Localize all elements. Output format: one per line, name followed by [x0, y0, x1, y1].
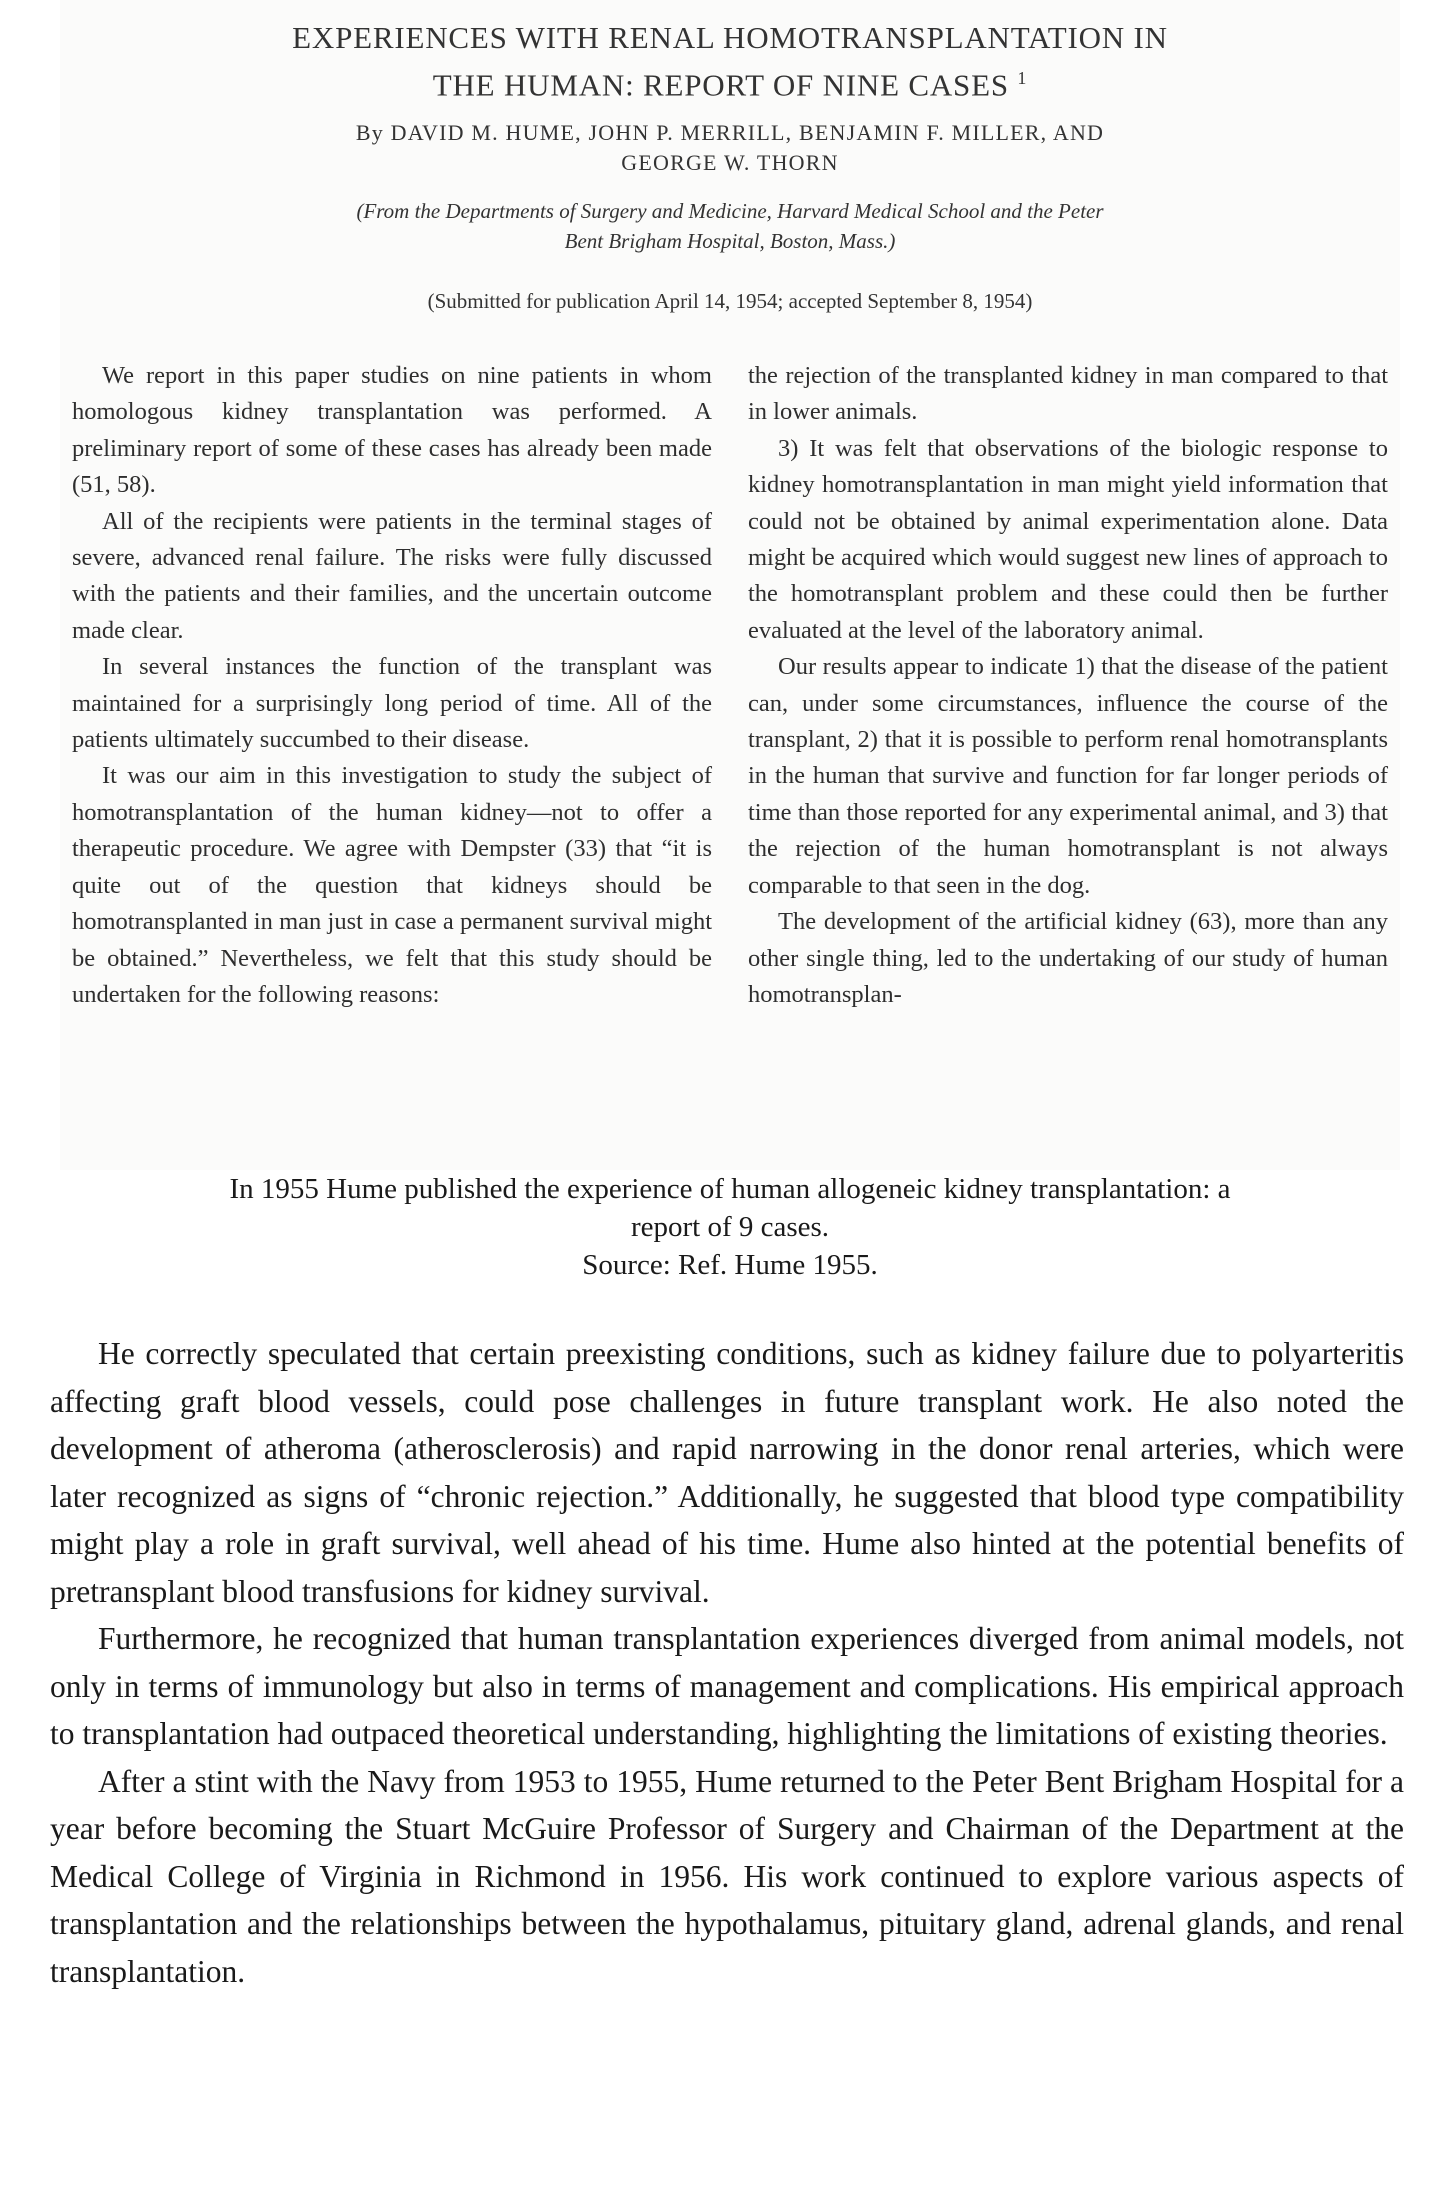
left-column-paragraph: All of the recipients were patients in the terminal stages of severe, advanced renal failure. The risks were fully discussed with the patients and their families, and the uncertain outcome made clear.: [72, 507, 712, 644]
right-column-paragraph: Our results appear to indicate 1) that the disease of the patient can, under some circumstances, influence the course of the transplant, 2) that it is possible to perform renal homotransplants in the human that survive and function for far longer periods of time than those reported for any experimental animal, and 3) that the rejection of the human homotransplant is not always comparable to that seen in the dog.: [748, 653, 1388, 899]
caption-source: Source: Ref. Hume 1955.: [582, 1249, 878, 1281]
affiliation-line-2: Bent Brigham Hospital, Boston, Mass.): [564, 229, 896, 253]
right-column-paragraph: 3) It was felt that observations of the biologic response to kidney homotransplantation in man might yield information that could not be obtained by animal experimentation alone. Data might be acquired which would suggest new lines of approach to the homotransplant problem and these could then be further evaluated at the level of the laboratory animal.: [748, 434, 1388, 644]
affiliation-line-1: (From the Departments of Surgery and Medicine, Harvard Medical School and the Peter: [356, 199, 1104, 223]
right-column-paragraph: the rejection of the transplanted kidney in man compared to that in lower animals.: [748, 362, 1388, 426]
right-column-paragraph: The development of the artificial kidney (63), more than any other single thing, led to the undertaking of our study of human homotransplan-: [748, 908, 1388, 1008]
title-footnote-marker: 1: [1017, 68, 1028, 88]
article-right-column: [748, 358, 1388, 1013]
left-column-paragraph: We report in this paper studies on nine patients in whom homologous kidney transplantation was performed. A preliminary report of some of these cases has already been made (51, 58).: [72, 362, 712, 499]
body-paragraph: Furthermore, he recognized that human transplantation experiences diverged from animal models, not only in terms of immunology but also in terms of management and complications. His empirical approach to transplantation had outpaced theoretical understanding, highlighting the limitations of existing theories.: [50, 1621, 1404, 1751]
caption-line-1: In 1955 Hume published the experience of human allogeneic kidney transplantation: a: [229, 1173, 1231, 1205]
authors-line-1: By DAVID M. HUME, JOHN P. MERRILL, BENJAMIN F. MILLER, AND: [355, 120, 1105, 145]
article-scan-figure: [60, 0, 1400, 1170]
article-title-line-2-text: THE HUMAN: REPORT OF NINE CASES: [432, 67, 1009, 103]
left-column-paragraph: In several instances the function of the transplant was maintained for a surprisingly long period of time. All of the patients ultimately succumbed to their disease.: [72, 653, 712, 754]
figure-caption: [60, 1170, 1400, 1284]
body-paragraph: After a stint with the Navy from 1953 to 1955, Hume returned to the Peter Bent Brigham Hospital for a year before becoming the Stuart McGuire Professor of Surgery and Chairman of the Department at the Medical College of Virginia in Richmond in 1956. His work continued to explore various aspects of transplantation and the relationships between the hypothalamus, pituitary gland, adrenal glands, and renal transplantation.: [50, 1763, 1404, 1989]
body-paragraph: He correctly speculated that certain preexisting conditions, such as kidney failure due to polyarteritis affecting graft blood vessels, could pose challenges in future transplant work. He also noted the development of atheroma (atherosclerosis) and rapid narrowing in the donor renal arteries, which were later recognized as signs of “chronic rejection.” Additionally, he suggested that blood type compatibility might play a role in graft survival, well ahead of his time. Hume also hinted at the potential benefits of pretransplant blood transfusions for kidney survival.: [50, 1336, 1404, 1609]
authors-line-2: GEORGE W. THORN: [621, 150, 839, 175]
article-title-line-1: EXPERIENCES WITH RENAL HOMOTRANSPLANTATION IN: [292, 20, 1168, 55]
submission-dates: (Submitted for publication April 14, 1954; accepted September 8, 1954): [427, 289, 1033, 313]
article-title: [60, 18, 1400, 105]
article-title-line-2: [60, 58, 1400, 105]
article-authors: [60, 118, 1400, 178]
article-left-column: [72, 358, 712, 1013]
left-column-paragraph: It was our aim in this investigation to study the subject of homotransplantation of the human kidney—not to offer a therapeutic procedure. We agree with Dempster (33) that “it is quite out of the question that kidneys should be homotransplanted in man just in case a permanent survival might be obtained.” Nevertheless, we felt that this study should be undertaken for the following reasons:: [72, 762, 712, 1008]
caption-line-2: report of 9 cases.: [630, 1211, 830, 1243]
main-body-text: [50, 1330, 1404, 1995]
article-affiliation: [160, 196, 1300, 256]
